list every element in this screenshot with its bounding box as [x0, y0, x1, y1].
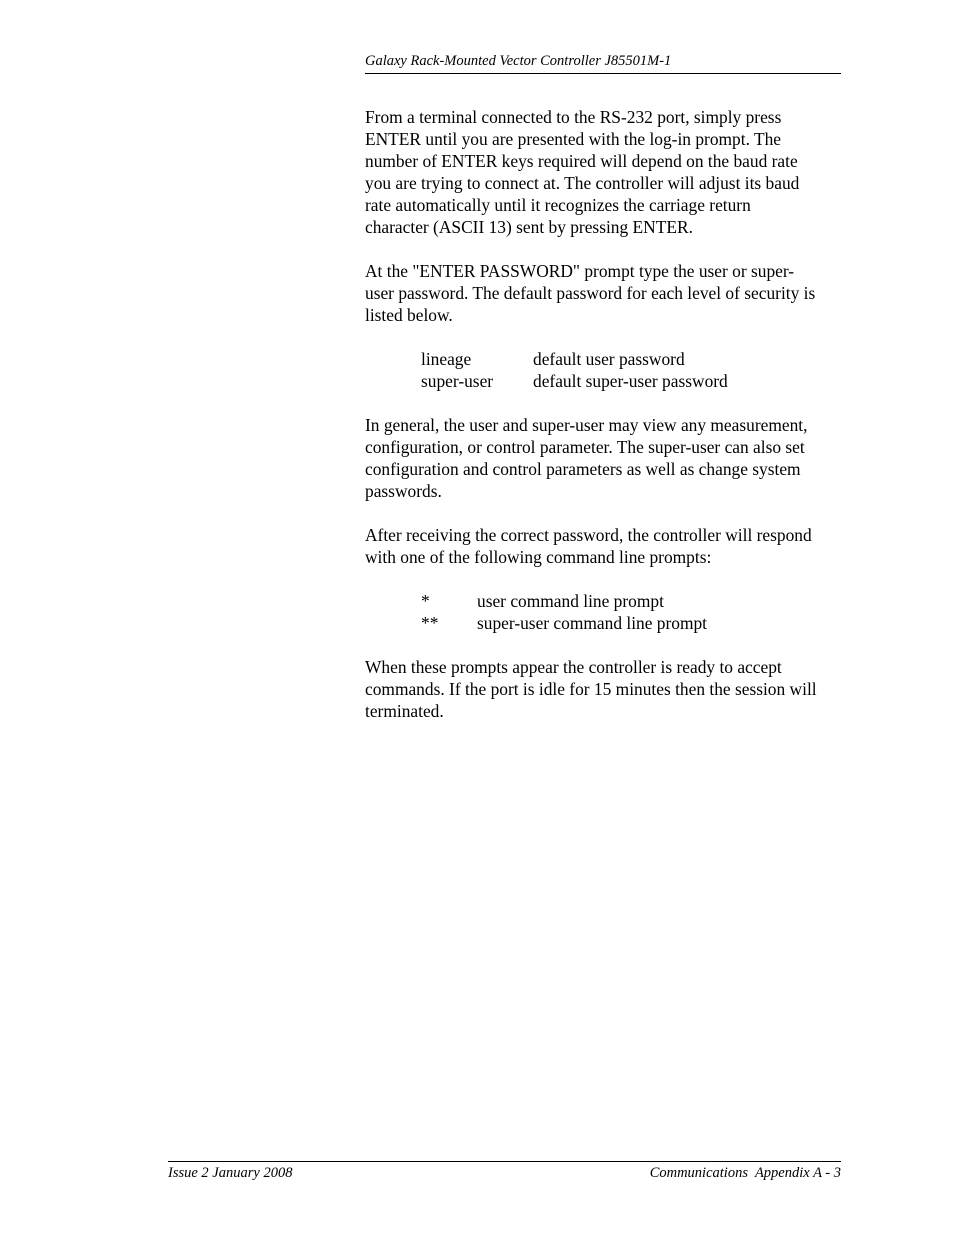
text-line: rate automatically until it recognizes the carriage return — [365, 195, 751, 215]
password-description: default super-user password — [533, 371, 728, 391]
text-line: commands. If the port is idle for 15 minutes then the session will — [365, 679, 817, 699]
text-line: configuration, or control parameter. The super-user can also set — [365, 437, 805, 457]
text-line: In general, the user and super-user may view any measurement, — [365, 415, 808, 435]
paragraph-permissions — [365, 414, 845, 502]
text-line: terminated. — [365, 701, 444, 721]
text-line: configuration and control parameters as well as change system — [365, 459, 801, 479]
text-line: you are trying to connect at. The controller will adjust its baud — [365, 173, 800, 193]
document-title: Galaxy Rack-Mounted Vector Controller J85501M-1 — [365, 53, 672, 69]
paragraph-response — [365, 524, 845, 568]
text-line: From a terminal connected to the RS-232 port, simply press — [365, 107, 782, 127]
default-password-list — [421, 348, 845, 392]
password-value: super-user — [421, 371, 494, 391]
prompt-symbol: * — [421, 591, 430, 611]
prompt-row — [421, 612, 845, 634]
text-line: with one of the following command line prompts: — [365, 547, 712, 567]
text-line: ENTER until you are presented with the log-in prompt. The — [365, 129, 781, 149]
text-line: When these prompts appear the controller is ready to accept — [365, 657, 782, 677]
text-line: number of ENTER keys required will depend on the baud rate — [365, 151, 798, 171]
paragraph-password-prompt — [365, 260, 845, 326]
page-footer — [168, 1161, 841, 1183]
text-line: character (ASCII 13) sent by pressing ENTER. — [365, 217, 693, 237]
password-value: lineage — [421, 349, 472, 369]
prompt-row — [421, 590, 845, 612]
prompt-description: user command line prompt — [477, 591, 664, 611]
text-line: passwords. — [365, 481, 442, 501]
issue-date: Issue 2 January 2008 — [168, 1165, 293, 1181]
page-header — [365, 51, 841, 74]
page-body — [365, 106, 845, 744]
page-number: Communications Appendix A - 3 — [649, 1165, 841, 1181]
text-line: user password. The default password for each level of security is — [365, 283, 816, 303]
paragraph-session — [365, 656, 845, 722]
text-line: After receiving the correct password, the controller will respond — [365, 525, 812, 545]
paragraph-connect — [365, 106, 845, 238]
command-prompt-list — [421, 590, 845, 634]
password-row — [421, 370, 845, 392]
prompt-symbol: ** — [421, 613, 439, 633]
text-line: listed below. — [365, 305, 453, 325]
prompt-description: super-user command line prompt — [477, 613, 708, 633]
password-row — [421, 348, 845, 370]
text-line: At the "ENTER PASSWORD" prompt type the user or super- — [365, 261, 795, 281]
password-description: default user password — [533, 349, 685, 369]
